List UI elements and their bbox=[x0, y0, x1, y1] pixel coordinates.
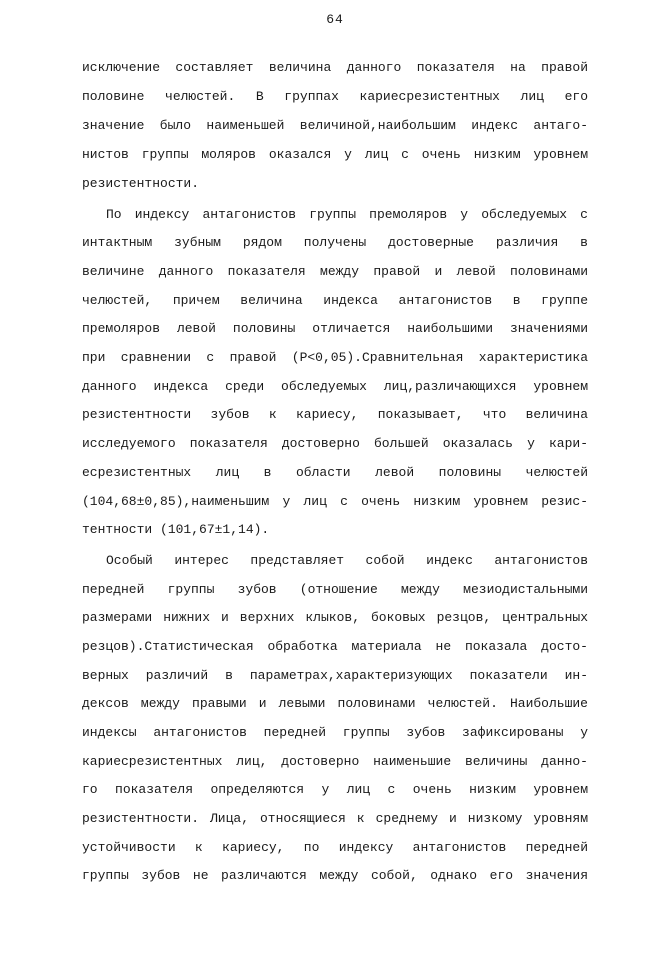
text-line: исследуемого показателя достоверно большей оказалась у кари- bbox=[82, 436, 588, 451]
text-line: верных различий в параметрах,характеризующих показатели ин- bbox=[82, 668, 588, 683]
text-line: (104,68±0,85),наименьшим у лиц с очень низким уровнем резис- bbox=[82, 494, 588, 509]
text-line: размерами нижних и верхних клыков, боковых резцов, центральных bbox=[82, 610, 588, 625]
text-line: челюстей, причем величина индекса антагонистов в группе bbox=[82, 293, 588, 308]
page-number: 64 bbox=[326, 12, 344, 27]
text-line: дексов между правыми и левыми половинами челюстей. Наибольшие bbox=[82, 696, 588, 711]
text-line: резистентности. Лица, относящиеся к среднему и низкому уровням bbox=[82, 811, 588, 826]
text-line: резистентности зубов к кариесу, показывает, что величина bbox=[82, 407, 588, 422]
text-line: Особый интерес представляет собой индекс антагонистов bbox=[106, 553, 588, 568]
text-line: резцов).Статистическая обработка материала не показала досто- bbox=[82, 639, 588, 654]
text-line: величине данного показателя между правой и левой половинами bbox=[82, 264, 588, 279]
text-line: есрезистентных лиц в области левой половины челюстей bbox=[82, 465, 588, 480]
text-line: устойчивости к кариесу, по индексу антагонистов передней bbox=[82, 840, 588, 855]
text-line: исключение составляет величина данного показателя на правой bbox=[82, 60, 588, 75]
text-line: данного индекса среди обследуемых лиц,различающихся уровнем bbox=[82, 379, 588, 394]
text-line: нистов группы моляров оказался у лиц с очень низким уровнем bbox=[82, 147, 588, 162]
text-line: По индексу антагонистов группы премоляров у обследуемых с bbox=[106, 207, 588, 222]
text-line: премоляров левой половины отличается наибольшими значениями bbox=[82, 321, 588, 336]
text-line: передней группы зубов (отношение между мезиодистальными bbox=[82, 582, 588, 597]
text-line: значение было наименьшей величиной,наибольшим индекс антаго- bbox=[82, 118, 588, 133]
text-line: половине челюстей. В группах кариесрезистентных лиц его bbox=[82, 89, 588, 104]
text-line: индексы антагонистов передней группы зубов зафиксированы у bbox=[82, 725, 588, 740]
text-line: кариесрезистентных лиц, достоверно наименьшие величины данно- bbox=[82, 754, 588, 769]
text-line: интактным зубным рядом получены достоверные различия в bbox=[82, 235, 588, 250]
text-line: при сравнении с правой (Р<0,05).Сравнительная характеристика bbox=[82, 350, 588, 365]
text-line: группы зубов не различаются между собой, однако его значения bbox=[82, 868, 588, 883]
text-line: резистентности. bbox=[82, 176, 200, 191]
text-line: го показателя определяются у лиц с очень низким уровнем bbox=[82, 782, 588, 797]
text-line: тентности (101,67±1,14). bbox=[82, 522, 270, 537]
